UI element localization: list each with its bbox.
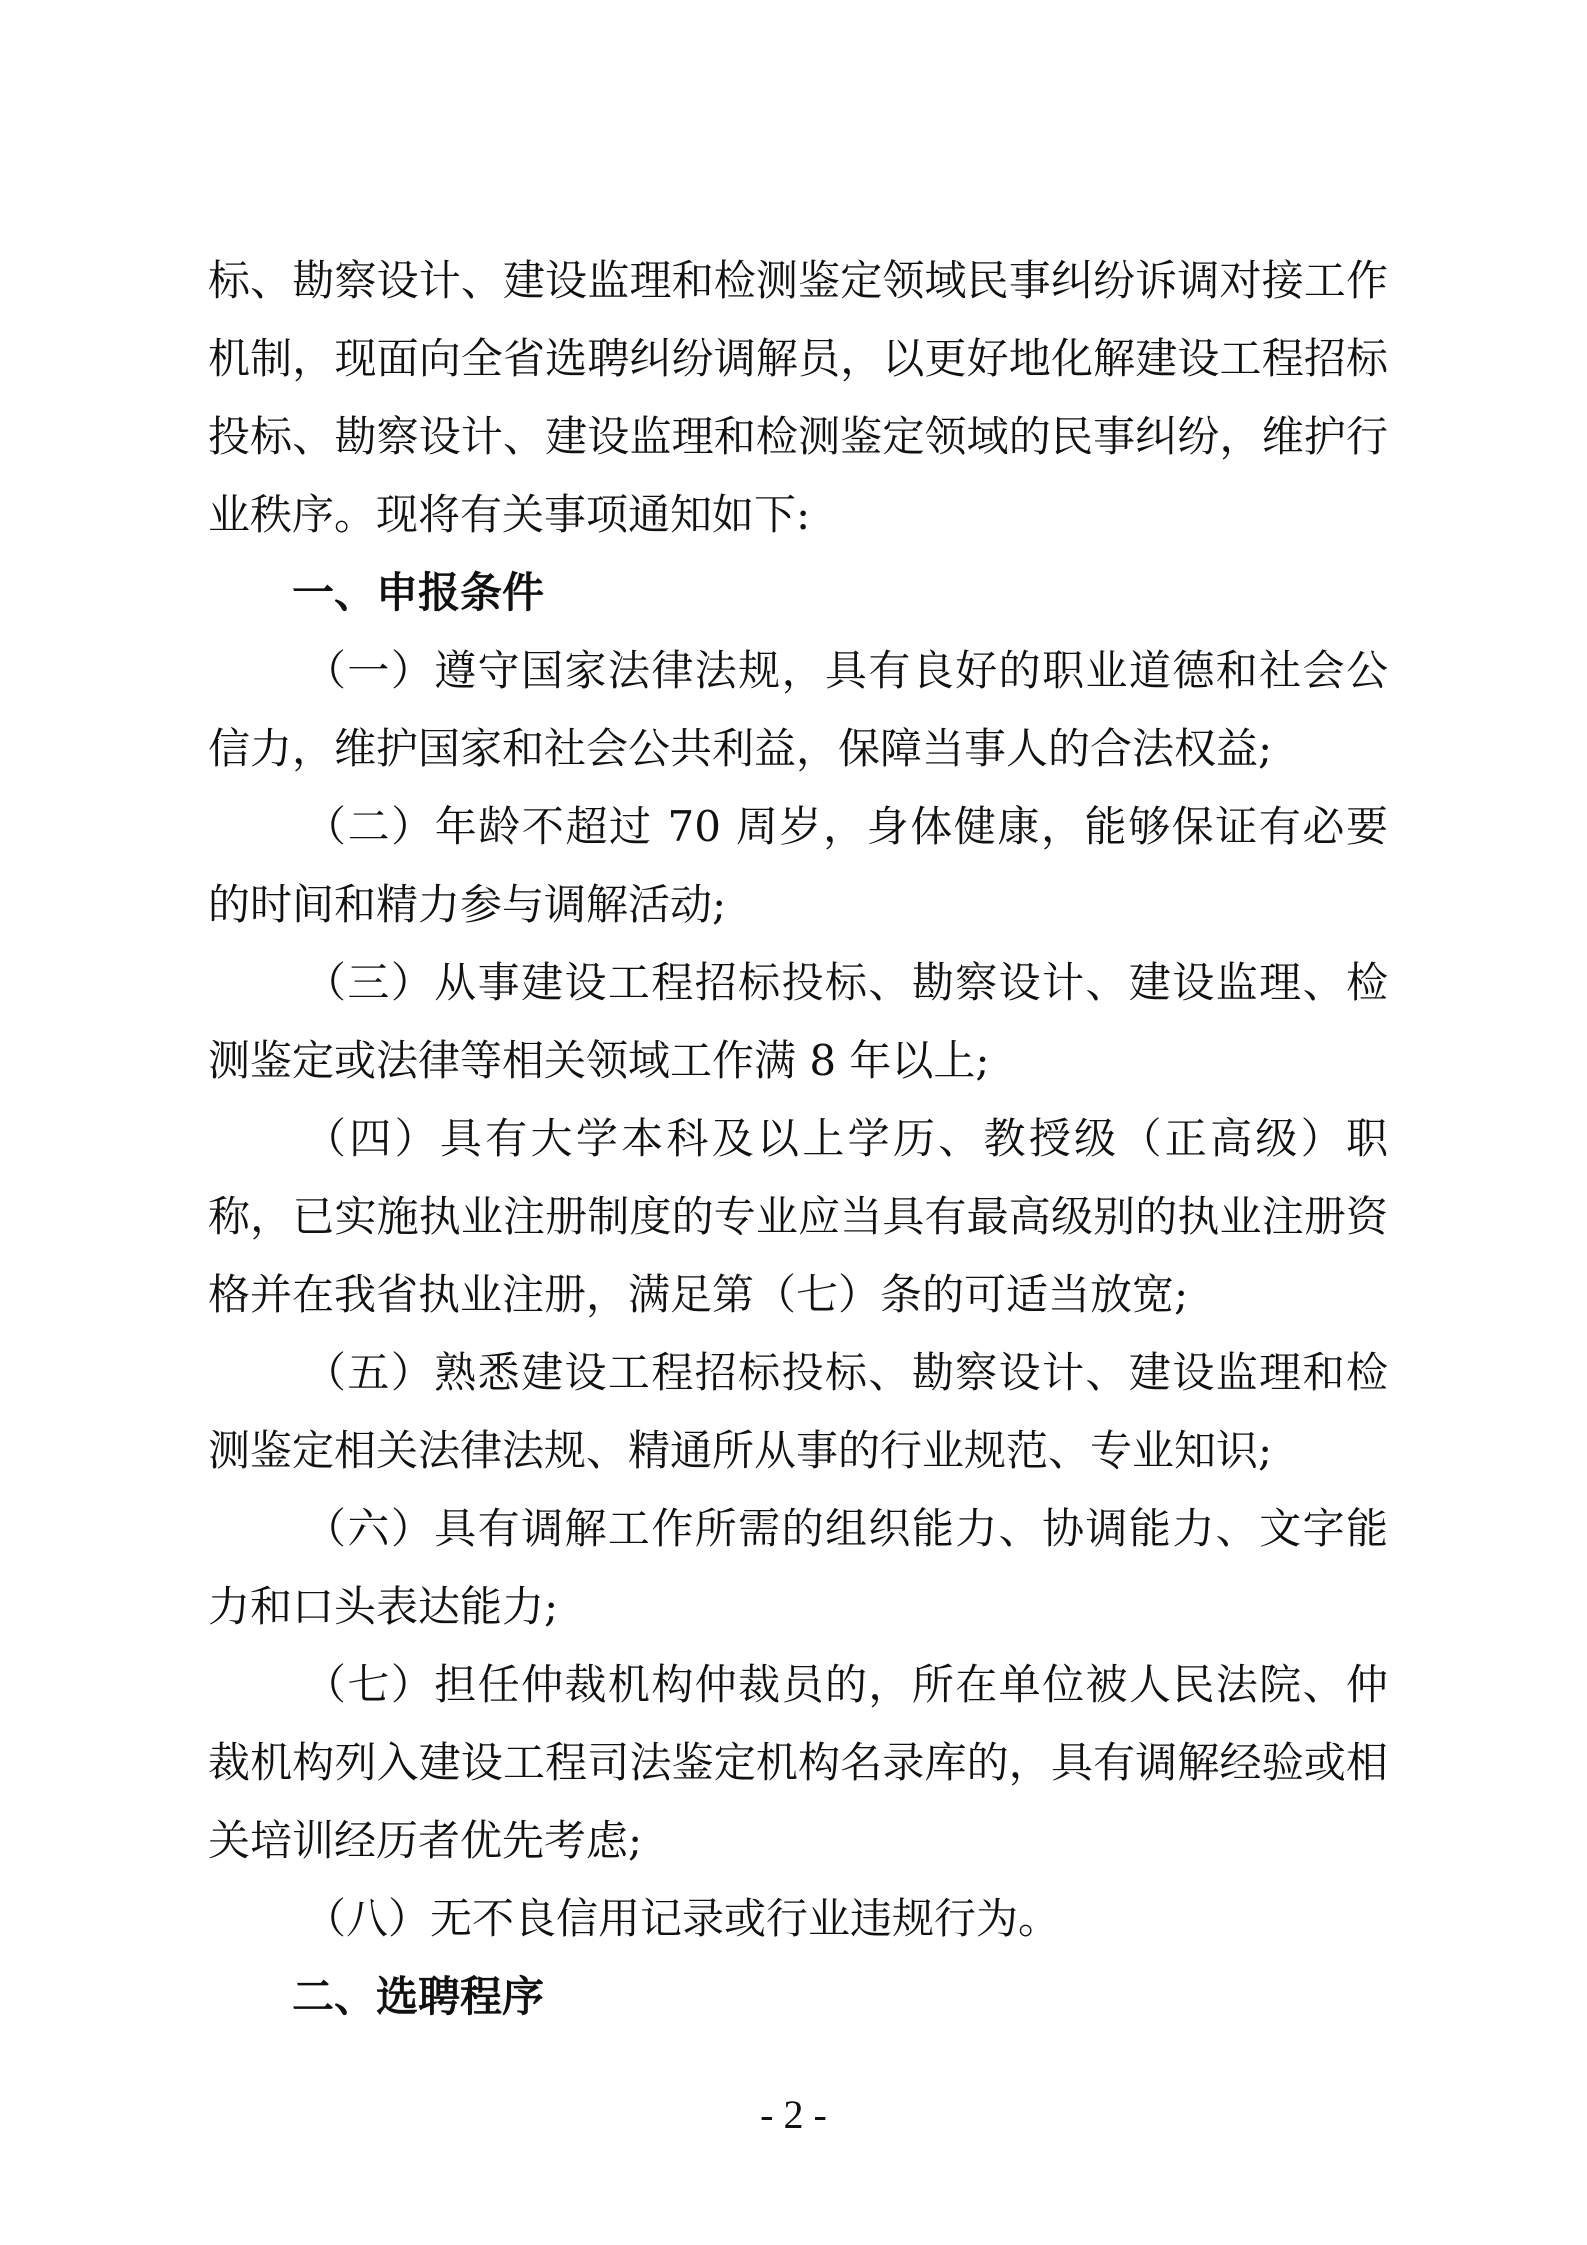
- requirement-item-3: （三）从事建设工程招标投标、勘察设计、建设监理、检测鉴定或法律等相关领域工作满 8 年以上;: [208, 958, 1388, 1085]
- section-heading-requirements: 一、申报条件: [292, 568, 545, 617]
- requirement-item-2: （二）年龄不超过 70 周岁，身体健康，能够保证有必要的时间和精力参与调解活动;: [208, 802, 1388, 929]
- section-heading-selection-procedure: 二、选聘程序: [292, 1972, 545, 2021]
- requirement-item-8: （八）无不良信用记录或行业违规行为。: [304, 1894, 1061, 1943]
- requirement-item-4: （四）具有大学本科及以上学历、教授级（正高级）职称，已实施执业注册制度的专业应当具有最高级别的执业注册资格并在我省执业注册，满足第（七）条的可适当放宽;: [208, 1114, 1388, 1319]
- document-body: [208, 242, 1388, 2036]
- requirement-item-5: （五）熟悉建设工程招标投标、勘察设计、建设监理和检测鉴定相关法律法规、精通所从事的行业规范、专业知识;: [208, 1348, 1388, 1475]
- requirement-item-7: （七）担任仲裁机构仲裁员的，所在单位被人民法院、仲裁机构列入建设工程司法鉴定机构名录库的，具有调解经验或相关培训经历者优先考虑;: [208, 1660, 1388, 1865]
- requirement-item-1: （一）遵守国家法律法规，具有良好的职业道德和社会公信力，维护国家和社会公共利益，保障当事人的合法权益;: [208, 646, 1388, 773]
- requirement-item-6: （六）具有调解工作所需的组织能力、协调能力、文字能力和口头表达能力;: [208, 1504, 1388, 1631]
- intro-continuation-paragraph: 标、勘察设计、建设监理和检测鉴定领域民事纠纷诉调对接工作机制，现面向全省选聘纠纷调解员，以更好地化解建设工程招标投标、勘察设计、建设监理和检测鉴定领域的民事纠纷，维护行业秩序。现将有关事项通知如下:: [208, 256, 1388, 539]
- page-number: - 2 -: [760, 2092, 827, 2137]
